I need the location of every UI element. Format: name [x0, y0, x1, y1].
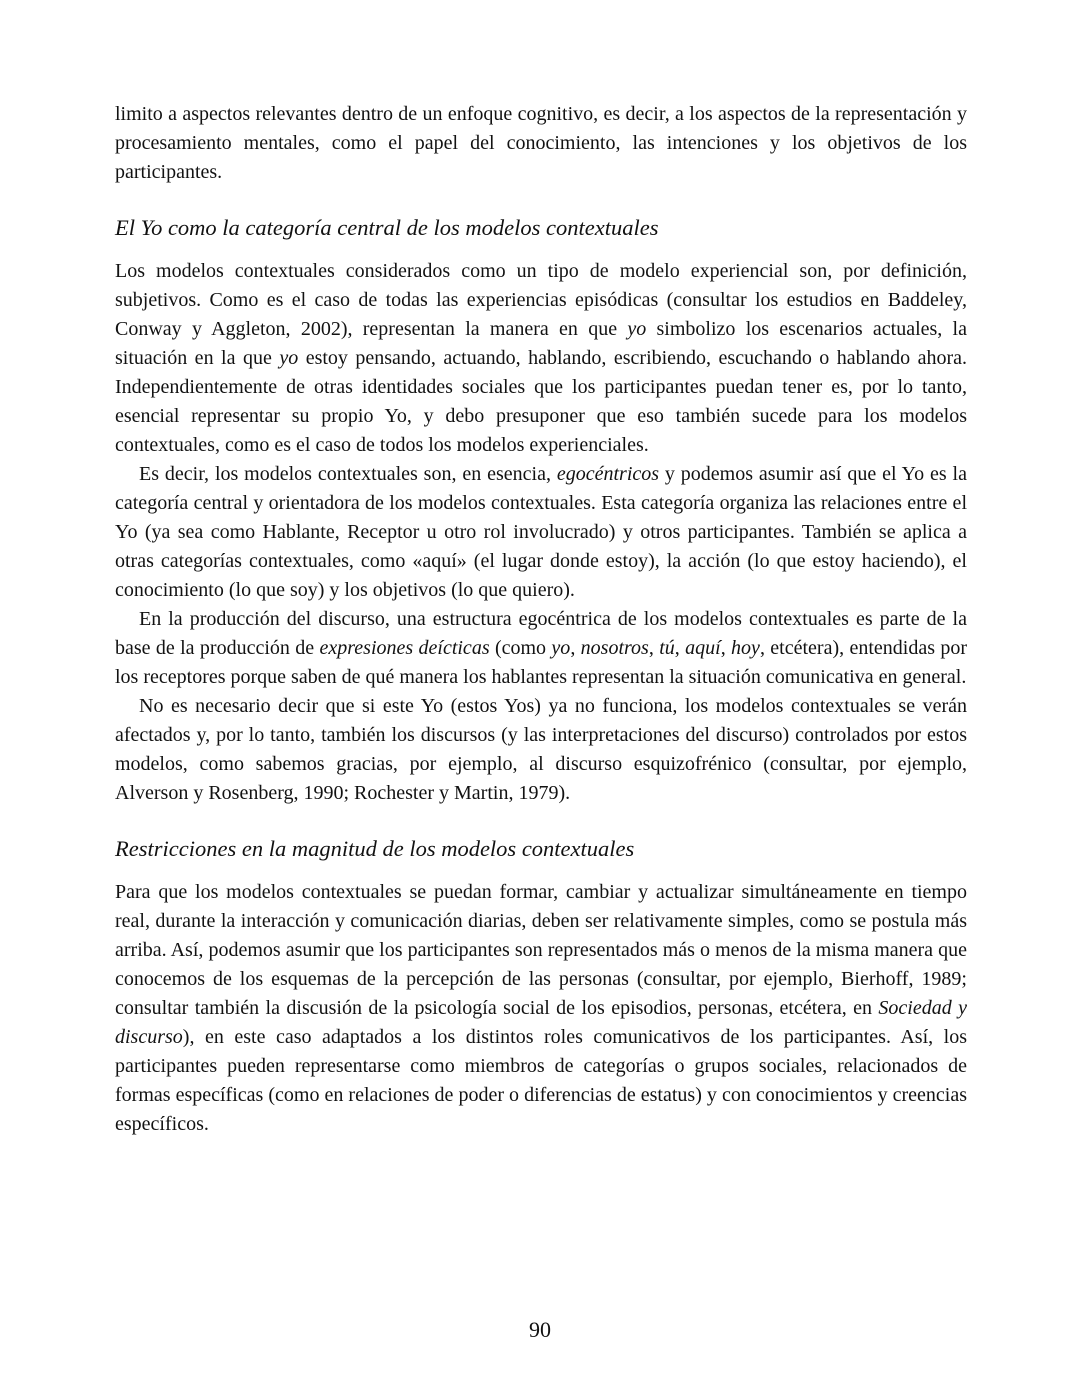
italic-run: yo — [279, 347, 299, 369]
italic-run: tú — [659, 637, 675, 659]
text-run: Los modelos contextuales considerados como un tipo de modelo experiencial son, por definición, subjetivos. Como es el caso de todas las experiencias episódicas (consultar los estudios en Baddeley, Conway y Aggleton, 2002), representan la manera en que — [115, 260, 967, 340]
text-run: estoy pensando, actuando, hablando, escribiendo, escuchando o hablando ahora. Independientemente de otras identidades sociales que los participantes puedan tener es, por lo tanto, esencial representar su propio Yo, y debo presuponer que eso también sucede para los modelos contextuales, como es el caso de todos los modelos experienciales. — [115, 347, 967, 456]
text-run: Restricciones en la magnitud de los modelos contextuales — [115, 836, 635, 861]
italic-run: aquí — [685, 637, 721, 659]
body-paragraph — [115, 692, 967, 808]
text-run: , etcétera), entendidas por los receptores porque saben de qué manera los hablantes representan la situación comunicativa en general. — [115, 637, 968, 688]
italic-run: Sociedad y discurso — [115, 997, 968, 1048]
text-run: , — [674, 637, 686, 659]
text-run: , — [648, 637, 660, 659]
italic-run: egocéntricos — [556, 463, 660, 485]
body-paragraph — [115, 605, 967, 692]
italic-run: yo — [551, 637, 571, 659]
text-run: Para que los modelos contextuales se puedan formar, cambiar y actualizar simultáneamente en tiempo real, durante la interacción y comunicación diarias, deben ser relativamente simples, como se postula más arriba. Así, podemos asumir que los participantes son representados más o menos de la misma manera que conocemos de los esquemas de la percepción de las personas (consultar, por ejemplo, Bierhoff, 1989; consultar también la discusión de la psicología social de los episodios, personas, etcétera, en — [115, 881, 967, 1019]
page-body-text — [115, 100, 967, 1139]
text-run: , — [570, 637, 581, 659]
italic-run: expresiones deícticas — [319, 637, 490, 659]
text-run: simbolizo los escenarios actuales, la situación en la que — [115, 318, 967, 369]
section-heading — [115, 835, 967, 863]
text-run: En la producción del discurso, una estructura egocéntrica de los modelos contextuales es parte de la base de la producción de — [115, 608, 967, 659]
text-run: (como — [489, 637, 552, 659]
body-paragraph — [115, 878, 967, 1139]
section-heading — [115, 214, 967, 242]
text-run: No es necesario decir que si este Yo (estos Yos) ya no funciona, los modelos contextuales se verán afectados y, por lo tanto, también los discursos (y las interpretaciones del discurso) controlados por estos modelos, como sabemos gracias, por ejemplo, al discurso esquizofrénico (consultar, por ejemplo, Alverson y Rosenberg, 1990; Rochester y Martin, 1979). — [115, 695, 967, 804]
text-run: , — [720, 637, 732, 659]
text-run: limito a aspectos relevantes dentro de un enfoque cognitivo, es decir, a los aspectos de la representación y procesamiento mentales, como el papel del conocimiento, las intenciones y los objetivos de los participantes. — [115, 103, 967, 183]
text-run: Es decir, los modelos contextuales son, en esencia, — [139, 463, 557, 485]
text-run: ), en este caso adaptados a los distintos roles comunicativos de los participantes. Así, los participantes pueden representarse como miembros de categorías o grupos sociales, relacionados de formas específicas (como en relaciones de poder o diferencias de estatus) y con conocimientos y creencias específicos. — [115, 1026, 967, 1135]
italic-run: yo — [627, 318, 647, 340]
text-run: y podemos asumir así que el Yo es la categoría central y orientadora de los modelos contextuales. Esta categoría organiza las relaciones entre el Yo (ya sea como Hablante, Receptor u otro rol involucrado) y otros participantes. También se aplica a otras categorías contextuales, como «aquí» (el lugar donde estoy), la acción (lo que estoy haciendo), el conocimiento (lo que soy) y los objetivos (lo que quiero). — [115, 463, 967, 601]
text-run: El Yo como la categoría central de los modelos contextuales — [115, 215, 659, 240]
body-paragraph — [115, 100, 967, 187]
body-paragraph — [115, 257, 967, 460]
italic-run: nosotros — [580, 637, 649, 659]
body-paragraph — [115, 460, 967, 605]
page-number: 90 — [529, 1317, 551, 1342]
italic-run: hoy — [731, 637, 760, 659]
